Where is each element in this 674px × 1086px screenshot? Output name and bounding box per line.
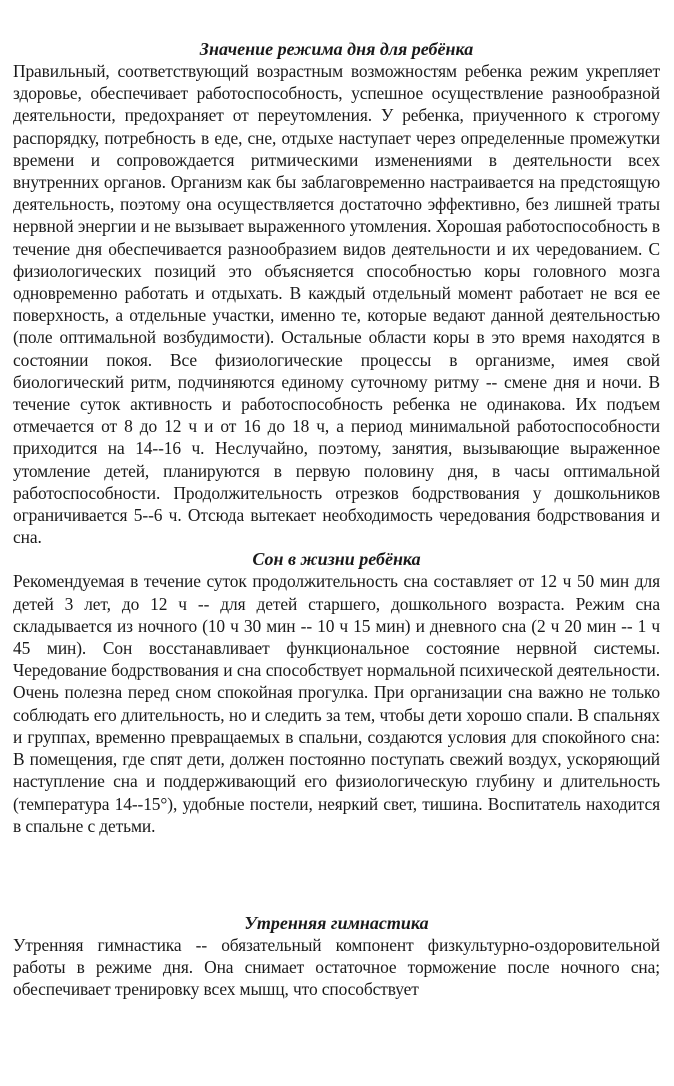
section-title-morning-exercise: Утренняя гимнастика [244, 912, 429, 933]
paragraph-sleep: Рекомендуемая в течение суток продолжительность сна составляет от 12 ч 50 мин для детей 3 лет, до 12 ч -- для детей старшего, дошкольного возраста. Режим сна складывается из ночного (10 ч 30 мин -- 10 ч 15 мин) и дневного сна (2 ч 20 мин -- 1 ч 45 мин). Сон восстанавливает функциональное состояние нервной системы. Чередование бодрствования и сна способствует нормальной психической деятельности. Очень полезна перед сном спокойная прогулка. При организации сна важно не только соблюдать его длительность, но и следить за тем, чтобы дети хорошо спали. В спальнях и группах, временно превращаемых в спальни, создаются условия для спокойного сна: В помещения, где спят дети, должен постоянно поступать свежий воздух, ускоряющий наступление сна и поддерживающий его физиологическую глубину и длительность (температура 14--15°), удобные постели, неяркий свет, тишина. Воспитатель находится в спальне с детьми. [13, 571, 660, 836]
paragraph-morning-exercise: Утренняя гимнастика -- обязательный компонент физкультурно-оздоровительной работы в режиме дня. Она снимает остаточное торможение после ночного сна; обеспечивает тренировку всех мышц, что способствует [13, 934, 660, 1000]
section-spacer [13, 837, 660, 912]
section-title-sleep: Сон в жизни ребёнка [252, 549, 421, 570]
section-title-daily-routine: Значение режима дня для ребёнка [199, 39, 474, 59]
paragraph-daily-routine: Правильный, соответствующий возрастным возможностям ребенка режим укрепляет здоровье, обеспечивает работоспособность, успешное осуществление разнообразной деятельности, предохраняет от переутомления. У ребенка, приученного к строгому распорядку, потребность в еде, сне, отдыхе наступает через определенные промежутки времени и сопровождается ритмическими изменениями в деятельности всех внутренних органов. Организм как бы заблаговременно настраивается на предстоящую деятельность, поэтому она осуществляется достаточно эффективно, без лишней траты нервной энергии и не вызывает выраженного утомления. Хорошая работоспособность в течение дня обеспечивается разнообразием видов деятельности и их чередованием. С физиологических позиций это объясняется способностью коры головного мозга одновременно работать и отдыхать. В каждый отдельный момент работает не вся ее поверхность, а отдельные участки, именно те, которые ведают данной деятельностью (поле оптимальной возбудимости). Остальные области коры в это время находятся в состоянии покоя. Все физиологические процессы в организме, имея свой биологический ритм, подчиняются единому суточному ритму -- смене дня и ночи. В течение суток активность и работоспособность ребенка не одинакова. Их подъем отмечается от 8 до 12 ч и от 16 до 18 ч, а период минимальной работоспособности приходится на 14--16 ч. Неслучайно, поэтому, занятия, вызывающие выраженное утомление детей, планируются в первую половину дня, в часы оптимальной работоспособности. Продолжительность отрезков бодрствования у дошкольников ограничивается 5--6 ч. Отсюда вытекает необходимость чередования бодрствования и сна. [13, 61, 660, 548]
